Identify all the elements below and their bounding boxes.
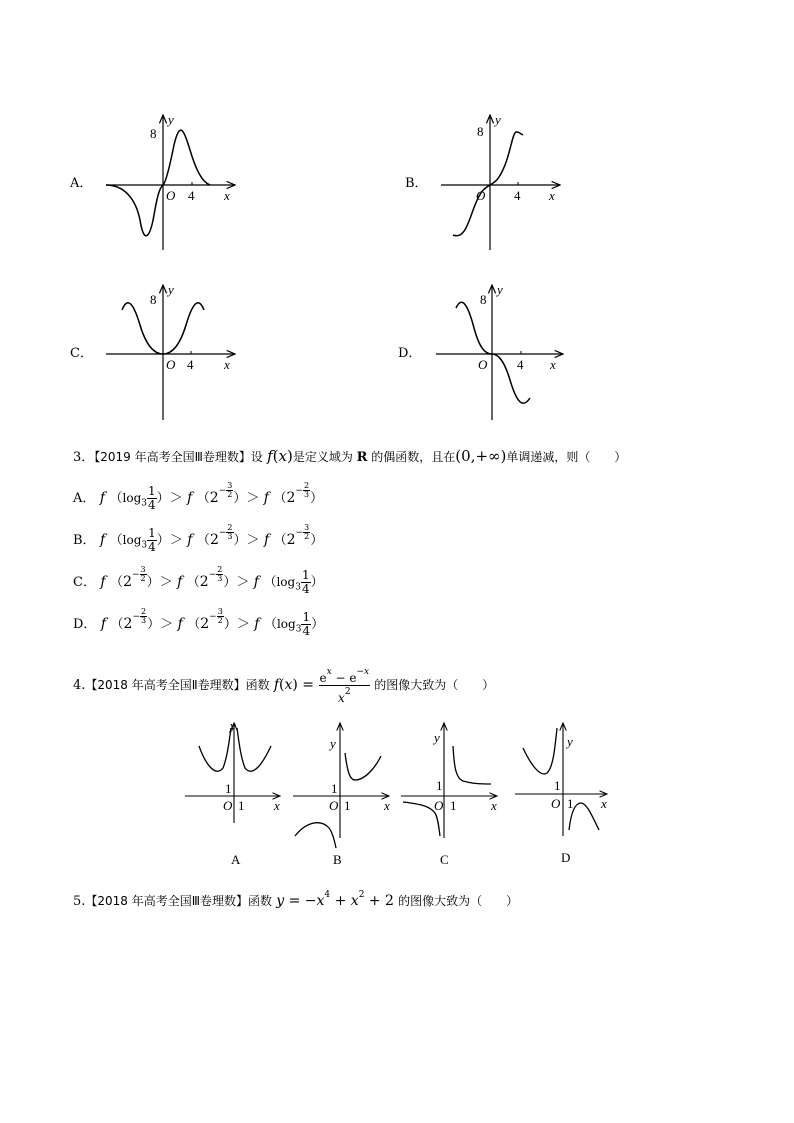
q4-graph-c [401, 723, 497, 867]
y-label: y [495, 112, 501, 127]
y-tick-8: 8 [480, 292, 487, 307]
graph-a [70, 110, 250, 250]
svg-text:B: B [333, 852, 342, 867]
svg-text:A: A [231, 852, 241, 867]
svg-text:O: O [329, 798, 339, 813]
svg-text:y: y [330, 736, 336, 751]
svg-text:1: 1 [331, 781, 338, 796]
option-label: D． [398, 346, 422, 361]
x-tick-4: 4 [514, 188, 521, 203]
q4-graphs [185, 718, 615, 868]
svg-text:D: D [561, 850, 571, 865]
y-label: y [168, 112, 174, 127]
q4-fraction: $\frac{e^x - e^{-x}}{x^2}$ [319, 667, 370, 705]
origin-label: O [478, 357, 488, 372]
q2-option-c [70, 280, 250, 420]
svg-text:y: y [230, 718, 236, 733]
y-label: y [168, 282, 174, 297]
x-tick-4: 4 [187, 357, 194, 372]
svg-text:1: 1 [554, 778, 561, 793]
graph-b [405, 110, 585, 250]
y-tick-8: 8 [477, 124, 484, 139]
svg-text:1: 1 [450, 798, 457, 813]
y-tick-8: 8 [150, 126, 157, 141]
svg-text:1: 1 [238, 798, 245, 813]
svg-text:1: 1 [344, 798, 351, 813]
q2-option-b [405, 110, 585, 250]
q4-stem: 4.【2018 年高考全国Ⅱ卷理数】函数 f(x) = $\frac{e^x - e^{-x}}{x^2}$ 的图像大致为（ ） [73, 667, 495, 705]
q3-option-d: D． f （$2^{- \frac{2}{3}}$ ）＞ f （$2^{- \frac{3}{2}}$ ）＞ f （$\log_3$ $\frac{1}{4}$ ） [73, 607, 325, 638]
q4-graph-d [515, 723, 607, 865]
origin-label: O [476, 188, 486, 203]
graph-d [398, 280, 578, 420]
option-label: B． [405, 176, 428, 191]
q5-stem: 5.【2018 年高考全国Ⅲ卷理数】函数 $y = -x^4 + x^2 + 2$ 的图像大致为（ ） [73, 890, 519, 909]
x-label: x [224, 188, 230, 203]
x-label: x [550, 357, 556, 372]
svg-text:1: 1 [436, 778, 443, 793]
q2-option-d [398, 280, 578, 420]
svg-text:1: 1 [567, 796, 574, 811]
q3-option-c: C． f （$2^{- \frac{3}{2}}$ ）＞ f （$2^{- \frac{2}{3}}$ ）＞ f （$\log_3$ $\frac{1}{4}$ ） [73, 565, 324, 596]
q3-option-a: A． f （$\log_3$ $\frac{1}{4}$ ）＞ f （$2^{- \frac{3}{2}}$ ）＞ f （$2^{- \frac{2}{3}}$ ） [73, 481, 324, 512]
svg-text:x: x [274, 798, 280, 813]
q3-option-b: B． f （$\log_3$ $\frac{1}{4}$ ）＞ f （$2^{- \frac{2}{3}}$ ）＞ f （$2^{- \frac{3}{2}}$ ） [73, 523, 324, 554]
x-tick-4: 4 [517, 357, 524, 372]
origin-label: O [166, 357, 176, 372]
svg-text:C: C [440, 852, 449, 867]
svg-text:O: O [434, 798, 444, 813]
q4-graph-a [185, 718, 280, 867]
svg-text:x: x [601, 796, 607, 811]
curve [106, 130, 210, 236]
svg-text:O: O [551, 796, 561, 811]
x-label: x [224, 357, 230, 372]
x-label: x [549, 188, 555, 203]
y-label: y [497, 282, 503, 297]
curve [453, 132, 523, 236]
option-label: C． [70, 346, 93, 361]
q4-graph-b [293, 723, 390, 867]
svg-text:y: y [567, 734, 573, 749]
svg-text:O: O [223, 798, 233, 813]
y-tick-8: 8 [150, 292, 157, 307]
q2-option-a [70, 110, 250, 250]
svg-text:1: 1 [225, 781, 232, 796]
origin-label: O [166, 188, 176, 203]
q3-stem: 3．【2019 年高考全国Ⅲ卷理数】设 f(x)是定义域为 R 的偶函数，且在(0,+∞)单调递减，则（ ） [73, 447, 627, 465]
svg-text:x: x [384, 798, 390, 813]
curve [456, 302, 530, 403]
svg-text:y: y [434, 730, 440, 745]
graph-c [70, 280, 250, 420]
svg-text:x: x [491, 798, 497, 813]
x-tick-4: 4 [188, 188, 195, 203]
option-label: A． [70, 176, 93, 191]
